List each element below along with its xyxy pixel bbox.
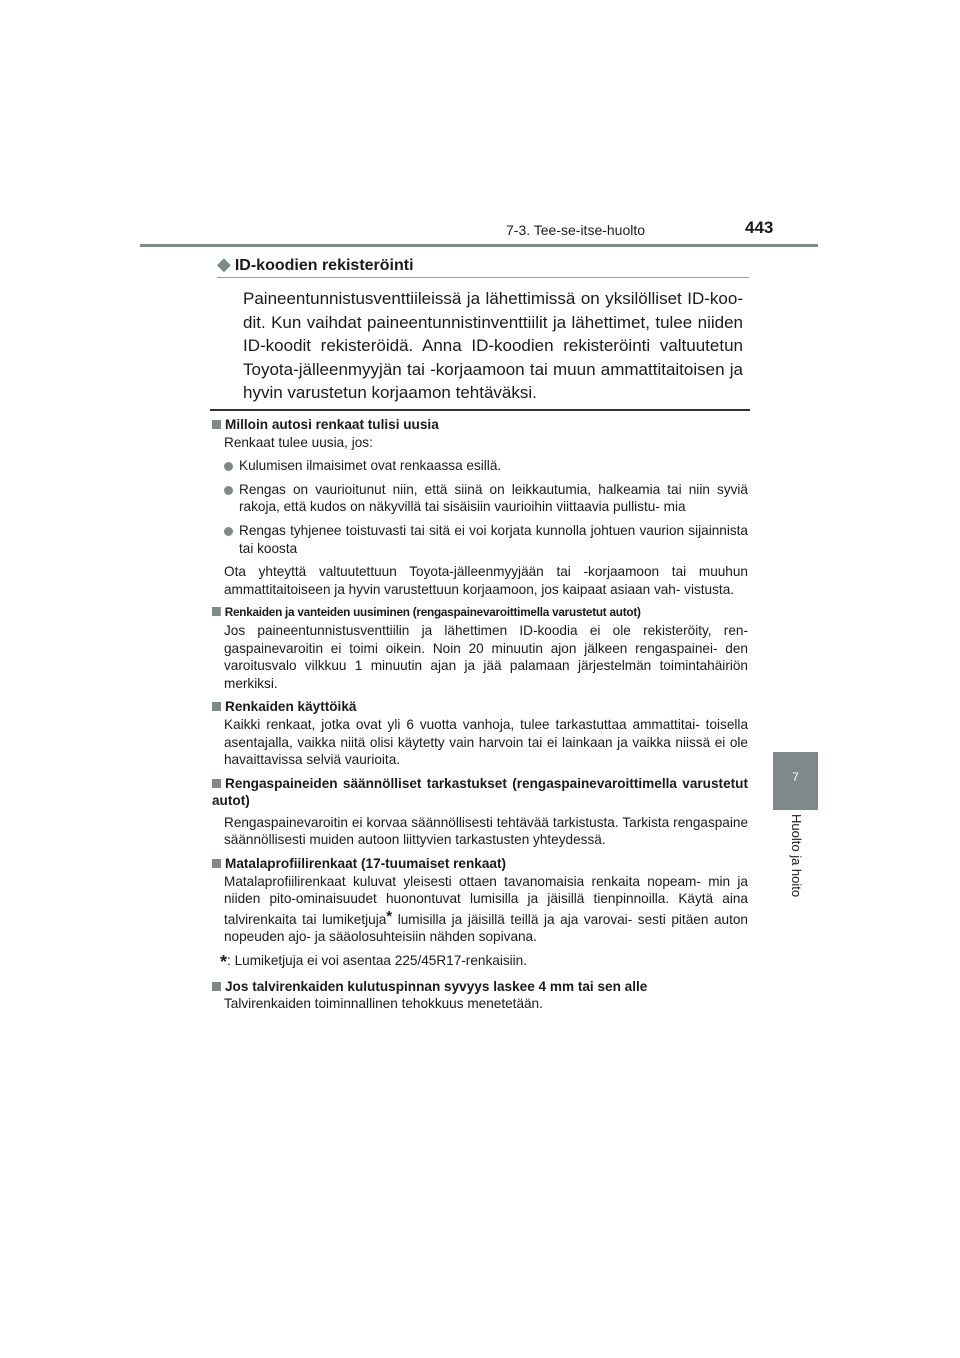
section-text-part: lumisilla ja jäisillä teillä ja aja varovai- sesti pitäen auton nopeuden ajo- ja sääolosuhteisiin nähden sopivana. bbox=[224, 911, 748, 945]
list-item-text: Kulumisen ilmaisimet ovat renkaassa esillä. bbox=[239, 458, 502, 474]
footnote bbox=[212, 952, 748, 972]
section-text: Kaikki renkaat, jotka ovat yli 6 vuotta vanhoja, tulee tarkastuttaa ammattitai- toisella asentajalla, vaikka niitä olisi käytetty vain harvoin tai ei lainkaan ja vaikka niissä ei ole havaittavissa selviä vaurioita. bbox=[224, 716, 748, 768]
id-section-title-text: ID-koodien rekisteröinti bbox=[234, 257, 414, 274]
chapter-label: Huolto ja hoito bbox=[789, 814, 804, 898]
section-intro: Renkaat tulee uusia, jos: bbox=[224, 434, 373, 450]
section-heading-text: Renkaiden ja vanteiden uusiminen (rengaspainevaroittimella varustetut autot) bbox=[224, 605, 641, 620]
footnote-marker: * bbox=[386, 907, 393, 925]
list-item bbox=[212, 457, 748, 475]
square-bullet-icon bbox=[212, 607, 221, 616]
section-text: Jos paineentunnistusventtiilin ja lähettimen ID-koodia ei ole rekisteröity, ren- gaspainevaroitin ei toimi oikein. Noin 20 minuutin ajon jälkeen rengaspainei- den varoitusvalo vilkkuu 1 minuutin ajan ja jää palamaan järjestelmän toimintahäiriön merkiksi. bbox=[224, 622, 748, 691]
chapter-number: 7 bbox=[792, 770, 799, 784]
section-divider bbox=[210, 409, 750, 411]
square-bullet-icon bbox=[212, 859, 221, 868]
section-winter-tires bbox=[212, 978, 748, 1013]
square-bullet-icon bbox=[212, 779, 221, 788]
page-number: 443 bbox=[745, 218, 774, 237]
section-pressure-checks bbox=[212, 775, 748, 849]
section-title: 7-3. Tee-se-itse-huolto bbox=[506, 222, 646, 238]
section-text bbox=[212, 873, 748, 946]
section-heading bbox=[212, 604, 737, 622]
section-heading-text: Milloin autosi renkaat tulisi uusia bbox=[225, 417, 439, 432]
footnote-star: * bbox=[220, 952, 228, 973]
section-heading bbox=[212, 775, 748, 810]
chapter-label-wrapper bbox=[773, 814, 818, 914]
footnote-text: : Lumiketjuja ei voi asentaa 225/45R17-renkaisiin. bbox=[227, 953, 528, 969]
header-divider bbox=[140, 244, 818, 247]
section-text: Rengaspainevaroitin ei korvaa säännöllisesti tehtävää tarkistusta. Tarkista rengaspaine säännöllisesti muiden autoon liittyvien tarkastusten yhteydessä. bbox=[224, 814, 748, 848]
circle-bullet-icon bbox=[224, 462, 233, 471]
section-heading bbox=[212, 978, 748, 996]
section-heading-text: Renkaiden käyttöikä bbox=[225, 699, 357, 715]
section-heading-text: Rengaspaineiden säännölliset tarkastukset (rengaspainevaroittimella varustetut autot) bbox=[212, 775, 748, 809]
list-item bbox=[212, 481, 748, 516]
section-tire-replacement bbox=[212, 416, 748, 598]
body-content bbox=[212, 416, 748, 1019]
section-heading bbox=[212, 416, 748, 434]
section-heading-text: Matalaprofiilirenkaat (17-tuumaiset renkaat) bbox=[225, 856, 507, 872]
section-outro: Ota yhteyttä valtuutettuun Toyota-jälleenmyyjään tai -korjaamoon tai muuhun ammattitaitoiseen ja hyvin varustettuun korjaamoon, jos kaipaat asiaan vah- vistusta. bbox=[224, 564, 748, 597]
square-bullet-icon bbox=[212, 420, 221, 429]
section-heading-text: Jos talvirenkaiden kulutuspinnan syvyys laskee 4 mm tai sen alle bbox=[225, 978, 648, 994]
circle-bullet-icon bbox=[224, 527, 233, 536]
circle-bullet-icon bbox=[224, 486, 233, 495]
id-section-divider bbox=[217, 277, 749, 278]
list-item-text: Rengas on vaurioitunut niin, että siinä on leikkautumia, halkeamia tai niin syviä rakoja, että kudos on näkyvillä tai sisäisiin vaurioihin viittaavia pullistu- mia bbox=[239, 481, 748, 515]
id-section-paragraph: Paineentunnistusventtiileissä ja lähettimissä on yksilölliset ID-koo- dit. Kun vaihdat paineentunnistinventtiilit ja lähettimet, tulee niiden ID-koodit rekisteröidä. Anna ID-koodien rekisteröinti valtuutetun Toyota-jälleenmyyjän tai -korjaamoon tai muun ammattitaitoisen ja hyvin varustetun korjaamon tehtäväksi. bbox=[243, 289, 743, 402]
square-bullet-icon bbox=[212, 702, 221, 711]
list-item-text: Rengas tyhjenee toistuvasti tai sitä ei voi korjata kunnolla johtuen vaurion sijainnista tai koosta bbox=[239, 522, 748, 556]
section-heading bbox=[212, 698, 748, 716]
section-tire-age bbox=[212, 698, 748, 768]
section-text: Talvirenkaiden toiminnallinen tehokkuus menetetään. bbox=[224, 996, 543, 1012]
section-low-profile bbox=[212, 855, 748, 972]
section-wheel-replacement bbox=[212, 604, 748, 692]
square-bullet-icon bbox=[212, 982, 221, 991]
section-text-part: Matalaprofiilirenkaat kuluvat yleisesti ottaen tavanomaisia renkaita nopeam- min ja niiden pito-ominaisuudet huonontuvat lumisilla ja jäisillä tienpinnoilla. Käytä aina talvirenkaita tai lumiketjuja bbox=[224, 873, 748, 927]
section-heading bbox=[212, 855, 748, 873]
id-section-title bbox=[217, 254, 414, 275]
diamond-icon: ◆ bbox=[217, 254, 231, 274]
list-item bbox=[212, 522, 748, 557]
